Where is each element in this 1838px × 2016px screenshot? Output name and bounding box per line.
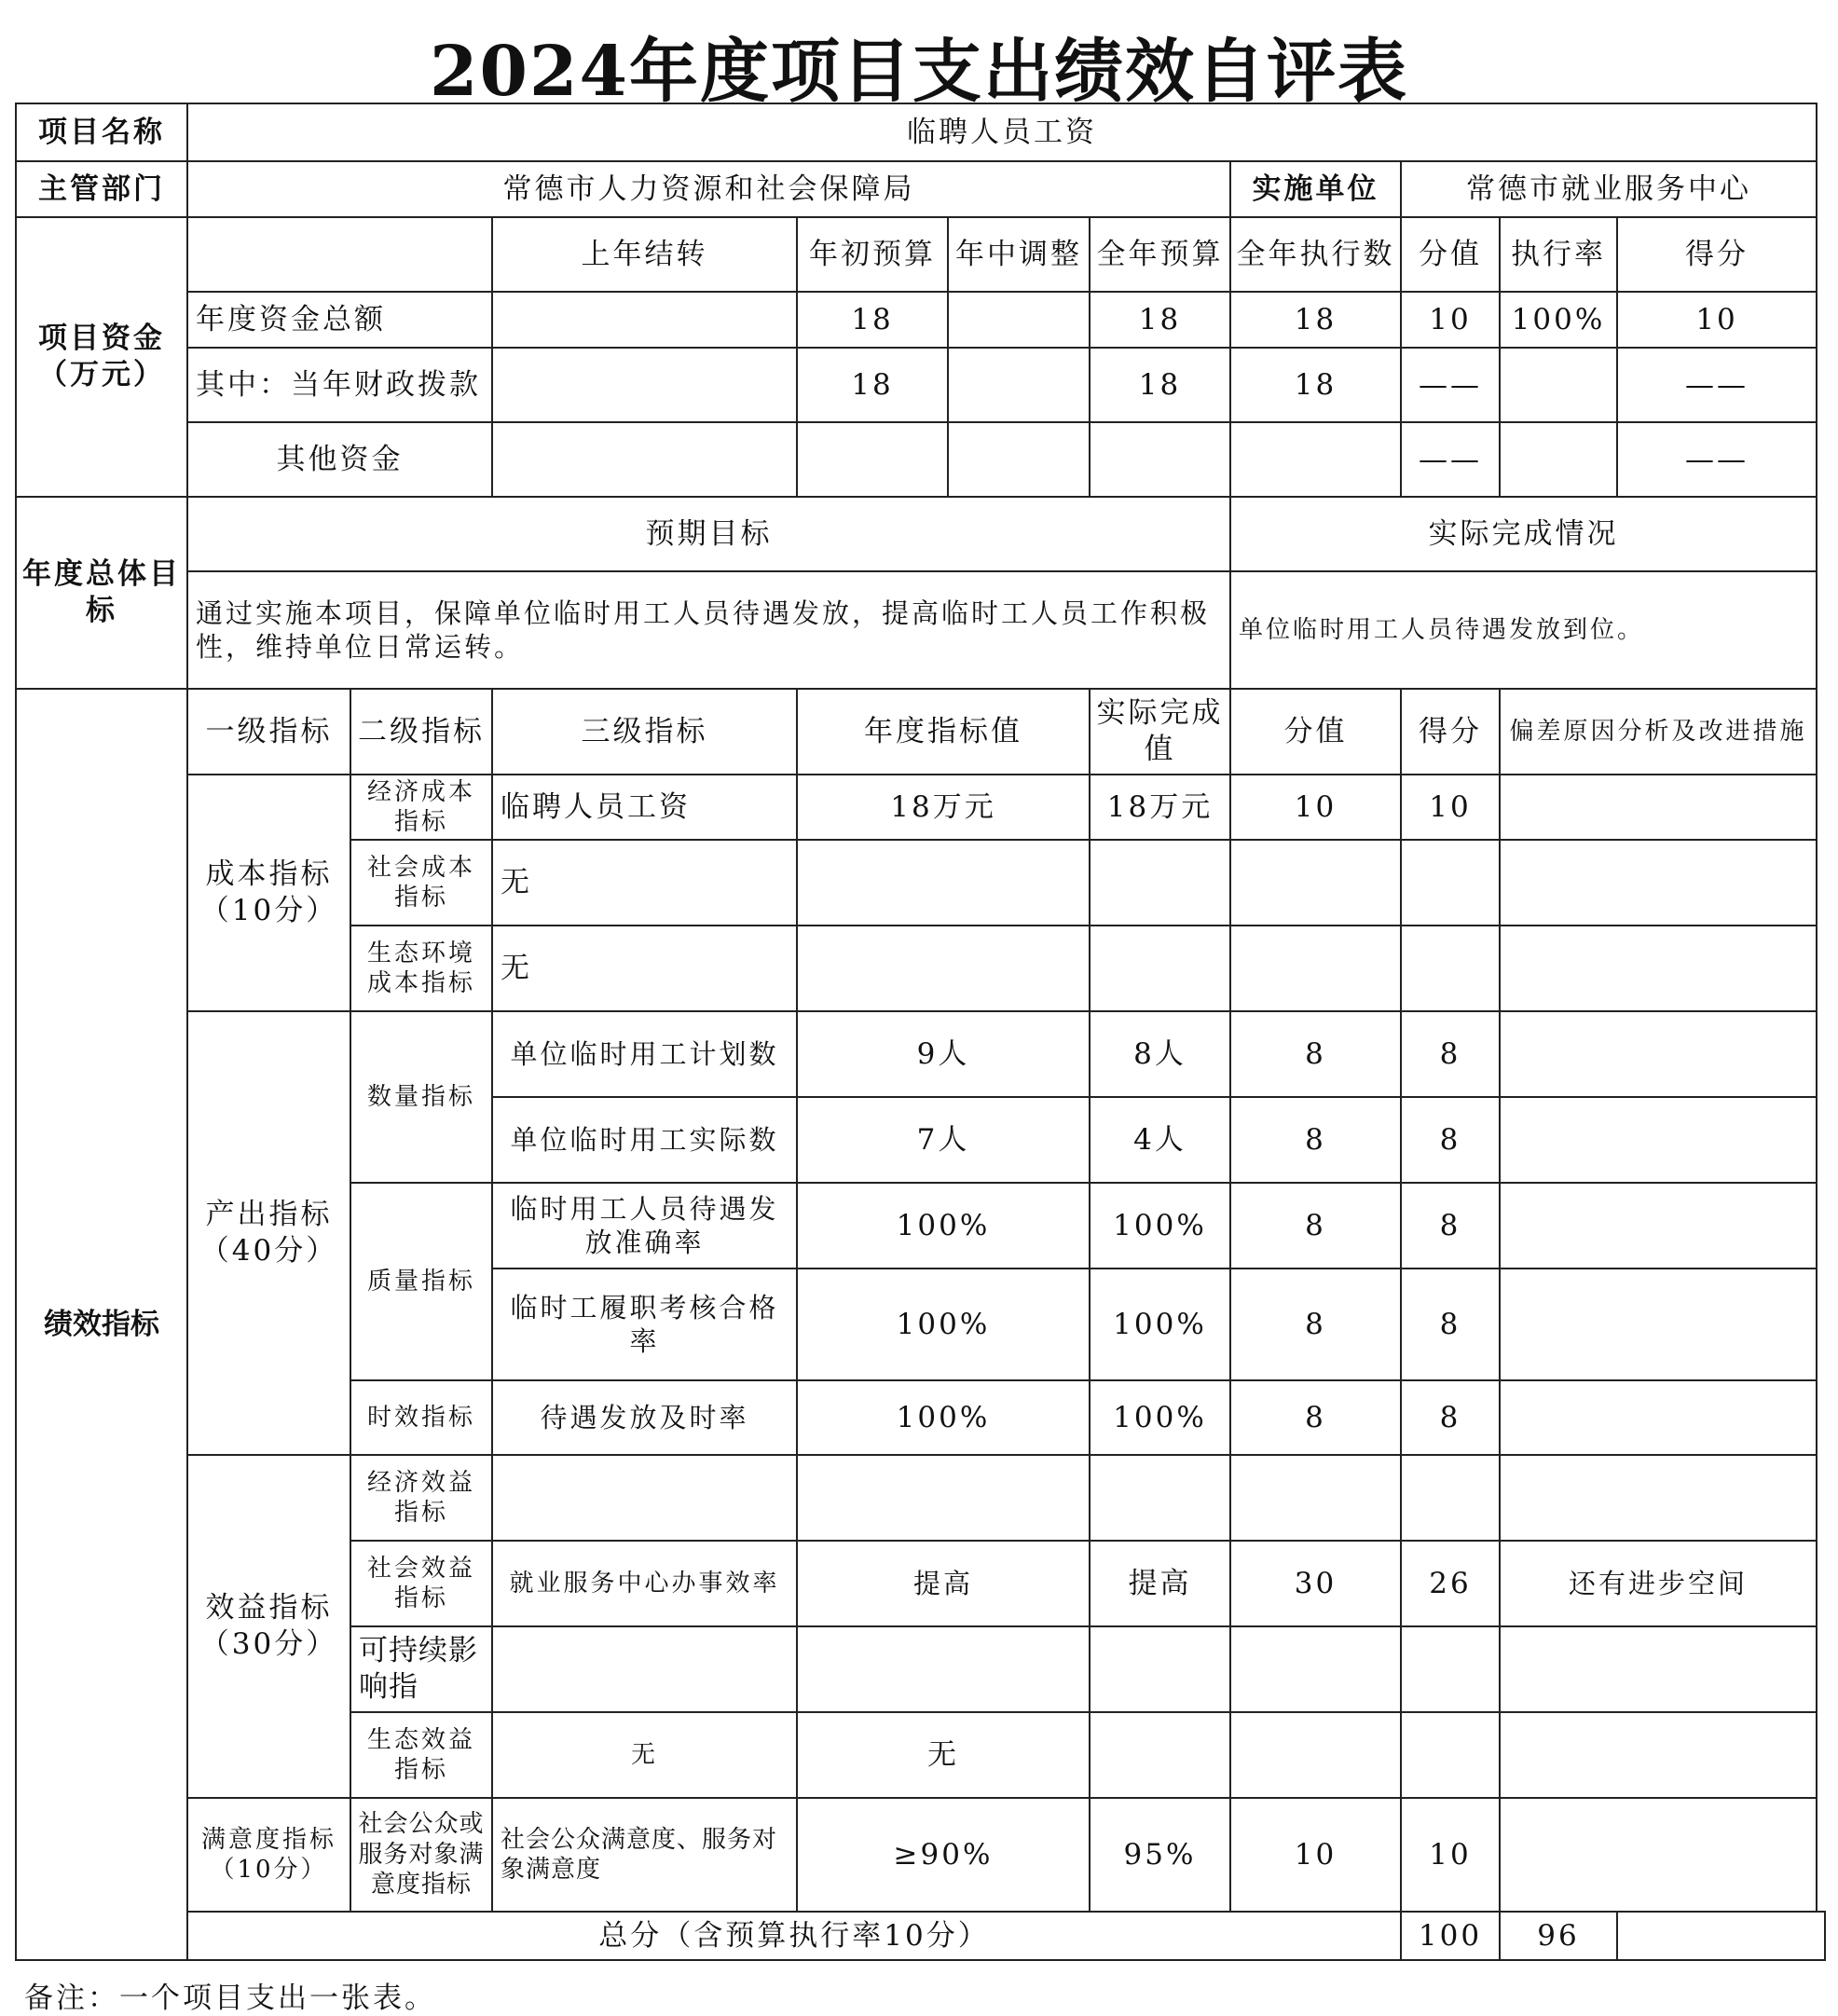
got-cell: 8 (1401, 1380, 1500, 1455)
goal-content-row (16, 571, 1825, 689)
got-cell: 8 (1401, 1183, 1500, 1269)
score-cell (1230, 1712, 1401, 1798)
total-row (16, 1912, 1825, 1960)
note-cell (1500, 1712, 1817, 1798)
actual-cell: 100% (1090, 1380, 1230, 1455)
got-cell (1401, 840, 1500, 926)
actual-cell (1090, 926, 1230, 1011)
funds-cell (948, 292, 1090, 348)
level2-cell: 生态环境成本指标 (350, 926, 492, 1011)
level3-cell: 无 (492, 840, 797, 926)
funds-cell: 18 (797, 348, 948, 422)
funds-row (16, 292, 1825, 348)
actual-cell (1090, 1712, 1230, 1798)
funds-row-label: 年度资金总额 (187, 292, 492, 348)
total-label: 总分（含预算执行率10分） (187, 1912, 1401, 1960)
target-cell: 100% (797, 1380, 1090, 1455)
funds-cell (1500, 348, 1617, 422)
target-cell (797, 1455, 1090, 1541)
note-cell: 还有进步空间 (1500, 1541, 1817, 1626)
got-cell: 8 (1401, 1269, 1500, 1380)
target-cell: 无 (797, 1712, 1090, 1798)
perf-label: 绩效指标 (16, 689, 187, 1960)
level3-cell (492, 1626, 797, 1712)
level3-cell: 社会公众满意度、服务对象满意度 (492, 1798, 797, 1912)
level3-cell: 临时工履职考核合格率 (492, 1269, 797, 1380)
perf-header-row (16, 689, 1825, 775)
score-cell: 8 (1230, 1269, 1401, 1380)
funds-cell: —— (1401, 422, 1500, 497)
goal-header-row (16, 497, 1825, 571)
target-cell: ≥90% (797, 1798, 1090, 1912)
target-cell: 100% (797, 1269, 1090, 1380)
target-cell: 100% (797, 1183, 1090, 1269)
score-cell (1230, 1626, 1401, 1712)
goal-expected: 通过实施本项目，保障单位临时用工人员待遇发放，提高临时工人员工作积极性，维持单位日常运转。 (187, 571, 1230, 689)
note-cell (1500, 775, 1817, 840)
funds-header: 得分 (1617, 217, 1817, 292)
perf-header: 年度指标值 (797, 689, 1090, 775)
level2-cell: 经济成本指标 (350, 775, 492, 840)
perf-header: 实际完成值 (1090, 689, 1230, 775)
funds-cell (797, 422, 948, 497)
score-cell: 10 (1230, 775, 1401, 840)
target-cell (797, 840, 1090, 926)
perf-header: 二级指标 (350, 689, 492, 775)
funds-cell: —— (1617, 422, 1817, 497)
note-cell (1500, 1011, 1817, 1097)
funds-header: 分值 (1401, 217, 1500, 292)
goal-actual-label: 实际完成情况 (1230, 497, 1817, 571)
note-cell (1500, 1097, 1817, 1183)
score-cell (1230, 840, 1401, 926)
level2-cell: 时效指标 (350, 1380, 492, 1455)
funds-row-label: 其他资金 (187, 422, 492, 497)
actual-cell (1090, 840, 1230, 926)
note-cell (1500, 1798, 1817, 1912)
impl-label: 实施单位 (1230, 161, 1401, 217)
perf-header: 偏差原因分析及改进措施 (1500, 689, 1817, 775)
score-cell: 10 (1230, 1798, 1401, 1912)
score-cell: 30 (1230, 1541, 1401, 1626)
funds-row (16, 422, 1825, 497)
actual-cell: 18万元 (1090, 775, 1230, 840)
note-cell (1500, 840, 1817, 926)
funds-label: 项目资金（万元） (16, 217, 187, 497)
self-evaluation-table (15, 103, 1826, 1961)
level2-cell: 质量指标 (350, 1183, 492, 1380)
funds-cell (492, 422, 797, 497)
note-cell (1500, 1269, 1817, 1380)
perf-header: 一级指标 (187, 689, 350, 775)
total-blank (1617, 1912, 1825, 1960)
row-dept (16, 161, 1825, 217)
table-row (16, 775, 1825, 840)
total-got: 96 (1500, 1912, 1617, 1960)
funds-cell (948, 348, 1090, 422)
score-cell: 8 (1230, 1183, 1401, 1269)
level3-cell: 临聘人员工资 (492, 775, 797, 840)
dept-label: 主管部门 (16, 161, 187, 217)
score-cell: 8 (1230, 1097, 1401, 1183)
level2-cell: 社会效益指标 (350, 1541, 492, 1626)
funds-cell (948, 422, 1090, 497)
level2-cell: 社会成本指标 (350, 840, 492, 926)
target-cell: 18万元 (797, 775, 1090, 840)
got-cell (1401, 1712, 1500, 1798)
page-title: 2024年度项目支出绩效自评表 (430, 32, 1408, 112)
funds-cell: 18 (1230, 292, 1401, 348)
project-name-label: 项目名称 (16, 103, 187, 161)
funds-cell: —— (1401, 348, 1500, 422)
funds-header: 年中调整 (948, 217, 1090, 292)
note-cell (1500, 1626, 1817, 1712)
actual-cell: 95% (1090, 1798, 1230, 1912)
funds-cell: 10 (1401, 292, 1500, 348)
actual-cell: 100% (1090, 1183, 1230, 1269)
perf-header: 分值 (1230, 689, 1401, 775)
got-cell: 26 (1401, 1541, 1500, 1626)
score-cell: 8 (1230, 1011, 1401, 1097)
note-cell (1500, 1183, 1817, 1269)
level3-cell (492, 1455, 797, 1541)
target-cell (797, 926, 1090, 1011)
actual-cell: 4人 (1090, 1097, 1230, 1183)
funds-header: 年初预算 (797, 217, 948, 292)
score-cell (1230, 1455, 1401, 1541)
level2-cell: 经济效益指标 (350, 1455, 492, 1541)
level3-cell: 单位临时用工计划数 (492, 1011, 797, 1097)
target-cell: 提高 (797, 1541, 1090, 1626)
note-cell (1500, 1380, 1817, 1455)
got-cell (1401, 926, 1500, 1011)
dept-value: 常德市人力资源和社会保障局 (187, 161, 1230, 217)
level3-cell: 单位临时用工实际数 (492, 1097, 797, 1183)
level3-cell: 待遇发放及时率 (492, 1380, 797, 1455)
funds-cell (492, 292, 797, 348)
funds-header: 全年执行数 (1230, 217, 1401, 292)
target-cell: 7人 (797, 1097, 1090, 1183)
funds-blank-header (187, 217, 492, 292)
score-cell: 8 (1230, 1380, 1401, 1455)
impl-value: 常德市就业服务中心 (1401, 161, 1817, 217)
got-cell: 8 (1401, 1097, 1500, 1183)
got-cell (1401, 1626, 1500, 1712)
actual-cell: 8人 (1090, 1011, 1230, 1097)
funds-cell: 18 (1090, 292, 1230, 348)
funds-cell: 100% (1500, 292, 1617, 348)
footnote: 备注：一个项目支出一张表。 (24, 1982, 436, 2015)
target-cell: 9人 (797, 1011, 1090, 1097)
level2-cell: 数量指标 (350, 1011, 492, 1183)
row-project-name (16, 103, 1825, 161)
actual-cell: 100% (1090, 1269, 1230, 1380)
funds-row-label: 其中：当年财政拨款 (187, 348, 492, 422)
note-cell (1500, 926, 1817, 1011)
funds-row (16, 348, 1825, 422)
got-cell: 10 (1401, 775, 1500, 840)
level3-cell: 无 (492, 1712, 797, 1798)
goal-expected-label: 预期目标 (187, 497, 1230, 571)
level2-cell: 社会公众或服务对象满意度指标 (350, 1798, 492, 1912)
funds-cell: 18 (797, 292, 948, 348)
funds-cell (492, 348, 797, 422)
perf-header: 得分 (1401, 689, 1500, 775)
funds-header: 上年结转 (492, 217, 797, 292)
funds-cell: —— (1617, 348, 1817, 422)
table-row (16, 1798, 1825, 1912)
funds-header: 执行率 (1500, 217, 1617, 292)
level2-cell: 可持续影响指 (350, 1626, 492, 1712)
funds-cell (1230, 422, 1401, 497)
got-cell: 10 (1401, 1798, 1500, 1912)
funds-cell (1090, 422, 1230, 497)
funds-cell: 18 (1090, 348, 1230, 422)
actual-cell: 提高 (1090, 1541, 1230, 1626)
funds-header: 全年预算 (1090, 217, 1230, 292)
table-row (16, 1455, 1825, 1541)
level3-cell: 临时用工人员待遇发放准确率 (492, 1183, 797, 1269)
funds-cell: 18 (1230, 348, 1401, 422)
level1-satisfaction: 满意度指标（10分） (187, 1798, 350, 1912)
level1-benefit: 效益指标（30分） (187, 1455, 350, 1798)
perf-header: 三级指标 (492, 689, 797, 775)
level3-cell: 就业服务中心办事效率 (492, 1541, 797, 1626)
level1-cost: 成本指标（10分） (187, 775, 350, 1011)
actual-cell (1090, 1626, 1230, 1712)
funds-cell: 10 (1617, 292, 1817, 348)
note-cell (1500, 1455, 1817, 1541)
level2-cell: 生态效益指标 (350, 1712, 492, 1798)
total-score: 100 (1401, 1912, 1500, 1960)
goal-actual: 单位临时用工人员待遇发放到位。 (1230, 571, 1817, 689)
score-cell (1230, 926, 1401, 1011)
project-name-value: 临聘人员工资 (187, 103, 1817, 161)
funds-cell (1500, 422, 1617, 497)
target-cell (797, 1626, 1090, 1712)
goal-label: 年度总体目标 (16, 497, 187, 689)
level1-output: 产出指标（40分） (187, 1011, 350, 1455)
funds-header-row (16, 217, 1825, 292)
actual-cell (1090, 1455, 1230, 1541)
level3-cell: 无 (492, 926, 797, 1011)
table-row (16, 1011, 1825, 1097)
got-cell (1401, 1455, 1500, 1541)
got-cell: 8 (1401, 1011, 1500, 1097)
